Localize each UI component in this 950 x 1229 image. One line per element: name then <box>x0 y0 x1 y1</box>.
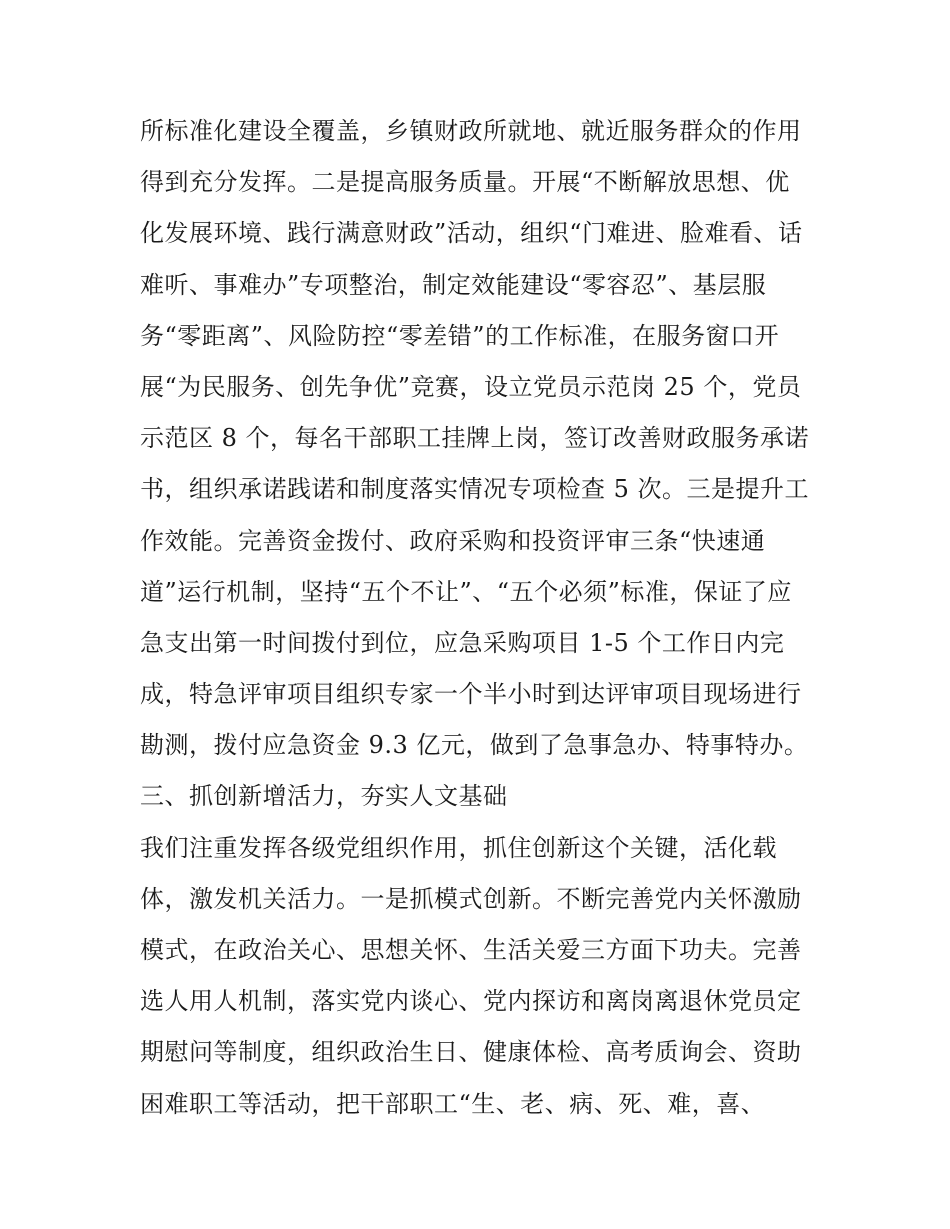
text-line: 所标准化建设全覆盖，乡镇财政所就地、就近服务群众的作用 <box>140 117 802 145</box>
text-line: 化发展环境、践行满意财政”活动，组织“门难进、脸难看、话 <box>140 219 803 248</box>
text-line: 模式，在政治关心、思想关怀、生活关爱三方面下功夫。完善 <box>140 936 802 964</box>
text-line: 困难职工等活动，把干部职工“生、老、病、死、难，喜、 <box>140 1089 766 1118</box>
text-line: 勘测，拨付应急资金 9.3 亿元，做到了急事急办、特事特办。 <box>140 731 809 760</box>
text-line: 书，组织承诺践诺和制度落实情况专项检查 5 次。三是提升工 <box>140 475 810 504</box>
text-line: 示范区 8 个，每名干部职工挂牌上岗，签订改善财政服务承诺 <box>140 424 810 453</box>
text-line: 道”运行机制，坚持“五个不让”、“五个必须”标准，保证了应 <box>140 577 792 606</box>
text-line: 难听、事难办”专项整治，制定效能建设“零容忍”、基层服 <box>140 270 767 299</box>
text-line: 急支出第一时间拨付到位，应急采购项目 1-5 个工作日内完 <box>140 628 785 657</box>
body-text <box>140 106 820 1130</box>
text-line: 体，激发机关活力。一是抓模式创新。不断完善党内关怀激励 <box>140 884 802 913</box>
text-line: 作效能。完善资金拨付、政府采购和投资评审三条“快速通 <box>140 526 766 555</box>
text-line: 成，特急评审项目组织专家一个半小时到达评审项目现场进行 <box>140 680 802 709</box>
text-line: 务“零距离”、风险防控“零差错”的工作标准，在服务窗口开 <box>140 321 780 350</box>
text-line: 得到充分发挥。二是提高服务质量。开展“不断解放思想、优 <box>140 168 790 197</box>
text-line: 我们注重发挥各级党组织作用，抓住创新这个关键，活化载 <box>140 833 777 862</box>
text-line: 期慰问等制度，组织政治生日、健康体检、高考质询会、资助 <box>140 1038 802 1067</box>
section-heading: 三、抓创新增活力，夯实人文基础 <box>140 782 508 811</box>
text-line: 展“为民服务、创先争优”竞赛，设立党员示范岗 25 个，党员 <box>140 372 802 401</box>
text-line: 选人用人机制，落实党内谈心、党内探访和离岗离退休党员定 <box>140 987 802 1016</box>
